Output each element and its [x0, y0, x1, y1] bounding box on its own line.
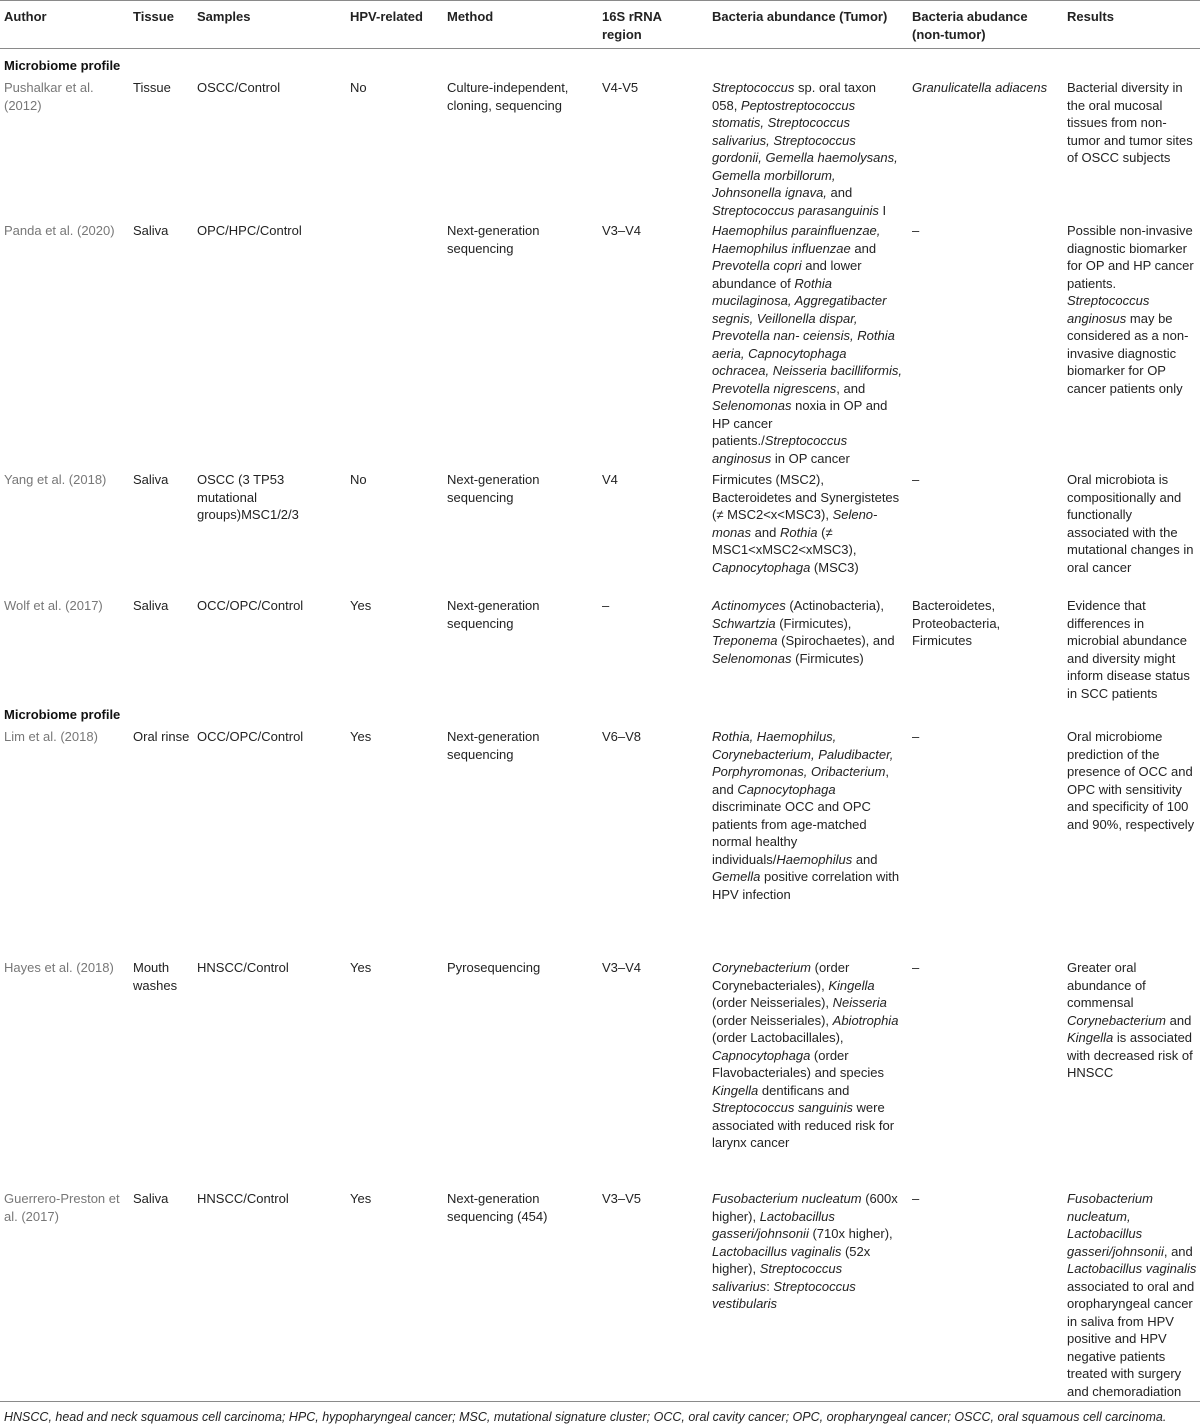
cell-nontumor: –	[912, 223, 920, 238]
column-header-region: 16S rRNA region	[602, 9, 662, 42]
column-header-nontumor: Bacteria abudance (non-tumor)	[912, 9, 1028, 42]
cell-method: Next-generation sequencing	[447, 223, 540, 256]
top-rule	[0, 0, 1200, 1]
cell-samples: OCC/OPC/Control	[197, 598, 304, 613]
cell-results: Possible non-invasive diagnostic biomarker for OP and HP cancer patients. Streptococcus anginosus may be considered as a non-invasive diagnostic biomarker for OP cancer patients only	[1067, 223, 1194, 396]
cell-nontumor: –	[912, 472, 920, 487]
cell-hpv: Yes	[350, 598, 372, 613]
cell-tissue: Mouth washes	[133, 960, 178, 993]
cell-nontumor: –	[912, 1191, 920, 1206]
cell-tumor: Rothia, Haemophilus, Corynebacterium, Paludibacter, Porphyromonas, Oribacterium, and Capnocytophaga discriminate OCC and OPC patients from age-matched normal healthy individuals/Haemophilus and Gemella positive correlation with HPV infection	[712, 729, 900, 902]
cell-results: Greater oral abundance of commensal Corynebacterium and Kingella is associated with decreased risk of HNSCC	[1067, 960, 1193, 1080]
section-heading: Microbiome profile	[4, 707, 121, 722]
cell-region: V3–V4	[602, 223, 642, 238]
cell-author: Yang et al. (2018)	[4, 472, 107, 487]
cell-author: Panda et al. (2020)	[4, 223, 115, 238]
cell-author: Pushalkar et al. (2012)	[4, 80, 94, 113]
cell-tissue: Saliva	[133, 472, 169, 487]
cell-samples: HNSCC/Control	[197, 960, 289, 975]
cell-method: Next-generation sequencing (454)	[447, 1191, 548, 1224]
cell-region: V3–V4	[602, 960, 642, 975]
column-header-tissue: Tissue	[133, 9, 174, 24]
section-heading: Microbiome profile	[4, 58, 121, 73]
cell-nontumor: –	[912, 729, 920, 744]
column-header-results: Results	[1067, 9, 1114, 24]
cell-method: Pyrosequencing	[447, 960, 541, 975]
column-header-method: Method	[447, 9, 494, 24]
column-header-samples: Samples	[197, 9, 251, 24]
header-rule	[0, 48, 1200, 49]
cell-results: Oral microbiome prediction of the presence of OCC and OPC with sensitivity and specificity of 100 and 90%, respectively	[1067, 729, 1195, 832]
column-header-author: Author	[4, 9, 47, 24]
cell-method: Next-generation sequencing	[447, 472, 540, 505]
cell-tumor: Corynebacterium (order Corynebacteriales), Kingella (order Neisseriales), Neisseria (order Neisseriales), Abiotrophia (order Lactobacillales), Capnocytophaga (order Flavobacteriales) and species Kingella dentificans and Streptococcus sanguinis were associated with reduced risk for larynx cancer	[712, 960, 899, 1150]
cell-author: Hayes et al. (2018)	[4, 960, 114, 975]
cell-author: Lim et al. (2018)	[4, 729, 98, 744]
cell-results: Bacterial diversity in the oral mucosal tissues from non-tumor and tumor sites of OSCC subjects	[1067, 80, 1193, 165]
cell-tissue: Saliva	[133, 598, 169, 613]
column-header-tumor: Bacteria abundance (Tumor)	[712, 9, 888, 24]
cell-tissue: Oral rinse	[133, 729, 190, 744]
cell-region: V3–V5	[602, 1191, 642, 1206]
cell-method: Culture-independent, cloning, sequencing	[447, 80, 569, 113]
cell-hpv: Yes	[350, 1191, 372, 1206]
cell-samples: HNSCC/Control	[197, 1191, 289, 1206]
cell-tumor: Streptococcus sp. oral taxon 058, Peptostreptococcus stomatis, Streptococcus salivarius, Streptococcus gordonii, Gemella haemolysans, Gemella morbillorum, Johnsonella ignava, and Streptococcus parasanguinis I	[712, 80, 898, 218]
cell-nontumor: Bacteroidetes, Proteobacteria, Firmicutes	[912, 598, 1001, 648]
cell-samples: OPC/HPC/Control	[197, 223, 302, 238]
cell-hpv: No	[350, 472, 367, 487]
cell-author: Wolf et al. (2017)	[4, 598, 103, 613]
cell-nontumor: –	[912, 960, 920, 975]
cell-hpv: Yes	[350, 729, 372, 744]
cell-tissue: Tissue	[133, 80, 171, 95]
cell-samples: OSCC/Control	[197, 80, 281, 95]
cell-region: –	[602, 598, 610, 613]
cell-samples: OCC/OPC/Control	[197, 729, 304, 744]
cell-hpv: Yes	[350, 960, 372, 975]
cell-samples: OSCC (3 TP53 mutational groups)MSC1/2/3	[197, 472, 299, 522]
column-header-hpv: HPV-related	[350, 9, 423, 24]
cell-tumor: Actinomyces (Actinobacteria), Schwartzia (Firmicutes), Treponema (Spirochaetes), and Selenomonas (Firmicutes)	[712, 598, 895, 666]
cell-tumor: Fusobacterium nucleatum (600x higher), Lactobacillus gasseri/johnsonii (710x higher), Lactobacillus vaginalis (52x higher), Streptococcus salivarius: Streptococcus vestibularis	[712, 1191, 898, 1311]
cell-region: V4	[602, 472, 618, 487]
cell-tissue: Saliva	[133, 1191, 169, 1206]
cell-region: V6–V8	[602, 729, 642, 744]
cell-method: Next-generation sequencing	[447, 729, 540, 762]
cell-results: Fusobacterium nucleatum, Lactobacillus gasseri/johnsonii, and Lactobacillus vaginalis associated to oral and oropharyngeal cancer in saliva from HPV positive and HPV negative patients treated with surgery and chemoradiation	[1067, 1191, 1197, 1399]
cell-nontumor: Granulicatella adiacens	[912, 80, 1048, 95]
cell-results: Oral microbiota is compositionally and functionally associated with the mutational changes in oral cancer	[1067, 472, 1194, 575]
cell-results: Evidence that differences in microbial abundance and diversity might inform disease status in SCC patients	[1067, 598, 1190, 701]
cell-tumor: Haemophilus parainfluenzae, Haemophilus influenzae and Prevotella copri and lower abundance of Rothia mucilaginosa, Aggregatibacter segnis, Veillonella dispar, Prevotella nan- ceiensis, Rothia aeria, Capnocytophaga ochracea, Neisseria bacilliformis, Prevotella nigrescens, and Selenomonas noxia in OP and HP cancer patients./Streptococcus anginosus in OP cancer	[712, 223, 903, 466]
table-footnote: HNSCC, head and neck squamous cell carcinoma; HPC, hypopharyngeal cancer; MSC, mutational signature cluster; OCC, oral cavity cancer; OPC, oropharyngeal cancer; OSCC, oral squamous cell carcinoma.	[4, 1410, 1167, 1424]
cell-method: Next-generation sequencing	[447, 598, 540, 631]
cell-author: Guerrero-Preston et al. (2017)	[4, 1191, 120, 1224]
cell-tissue: Saliva	[133, 223, 169, 238]
cell-tumor: Firmicutes (MSC2), Bacteroidetes and Synergistetes (≠ MSC2<x<MSC3), Seleno-monas and Rothia (≠ MSC1<xMSC2<xMSC3), Capnocytophaga (MSC3)	[712, 472, 900, 575]
bottom-rule	[0, 1401, 1200, 1402]
cell-region: V4-V5	[602, 80, 639, 95]
cell-hpv: No	[350, 80, 367, 95]
